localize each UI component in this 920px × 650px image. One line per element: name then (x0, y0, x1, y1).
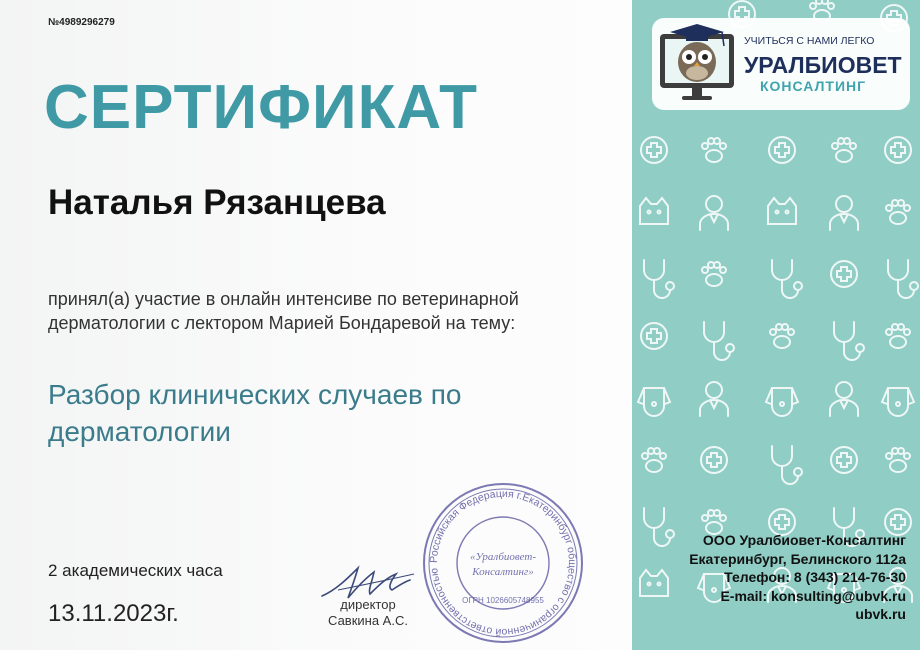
logo-tagline: УЧИТЬСЯ С НАМИ ЛЕГКО (744, 35, 875, 47)
paw-toe-icon (822, 0, 828, 4)
company-contacts (689, 531, 906, 624)
stamp-ogrn: ОГРН 1026605748955 (462, 596, 544, 605)
medical-cross-icon (641, 323, 667, 349)
stethoscope-head-icon (726, 344, 734, 352)
vet-doctor-coat-icon (700, 214, 728, 230)
paw-toe-icon (904, 453, 910, 459)
stethoscope-icon (772, 446, 798, 484)
paw-toe-icon (714, 510, 720, 516)
paw-toe-icon (702, 515, 708, 521)
logo-name-line-1: УРАЛБИОВЕТ (744, 52, 902, 78)
paw-toe-icon (702, 267, 708, 273)
cat-eye-icon (648, 211, 651, 214)
paw-toe-icon (886, 329, 892, 335)
paw-toe-icon (844, 138, 850, 144)
dog-nose-icon (652, 402, 656, 406)
paw-toe-icon (770, 329, 776, 335)
paw-toe-icon (832, 143, 838, 149)
paw-toe-icon (810, 3, 816, 9)
paw-toe-icon (886, 453, 892, 459)
company-website: ubvk.ru (855, 606, 906, 622)
medical-cross-mark-icon (775, 515, 789, 529)
vet-doctor-icon (706, 196, 722, 212)
decorative-side-panel (632, 0, 920, 650)
paw-toe-icon (660, 453, 666, 459)
cat-eye-icon (658, 583, 661, 586)
paw-toe-icon (850, 143, 856, 149)
director-name: Савкина А.С. (328, 613, 408, 628)
dog-nose-icon (896, 402, 900, 406)
stethoscope-head-icon (794, 468, 802, 476)
medical-cross-icon (831, 447, 857, 473)
medical-cross-mark-icon (837, 267, 851, 281)
vet-doctor-coat-icon (830, 400, 858, 416)
stethoscope-head-icon (666, 282, 674, 290)
vet-doctor-coat-icon (700, 400, 728, 416)
cat-eye-icon (648, 583, 651, 586)
paw-toe-icon (714, 262, 720, 268)
paw-toe-icon (654, 448, 660, 454)
paw-icon (646, 460, 662, 472)
paw-toe-icon (886, 205, 892, 211)
recipient-name: Наталья Рязанцева (48, 183, 386, 222)
company-address: Екатеринбург, Белинского 112а (689, 550, 906, 567)
medical-cross-icon (831, 261, 857, 287)
company-email: E-mail: konsulting@ubvk.ru (720, 587, 906, 604)
course-topic: Разбор клинических случаев по дерматологии (48, 379, 462, 447)
paw-toe-icon (720, 267, 726, 273)
medical-cross-icon (885, 137, 911, 163)
medical-cross-icon (641, 137, 667, 163)
medical-cross-mark-icon (891, 143, 905, 157)
paw-icon (836, 150, 852, 162)
cat-eye-icon (786, 211, 789, 214)
cat-icon (768, 198, 796, 224)
cat-icon (640, 570, 668, 596)
paw-toe-icon (904, 329, 910, 335)
medical-cross-mark-icon (775, 143, 789, 157)
academic-hours: 2 академических часа (48, 561, 223, 580)
stamp-ring-text: Российская Федерация г.Екатеринбург общество с ограниченной ответственностью (427, 487, 579, 639)
paw-toe-icon (714, 138, 720, 144)
participation-line-2: дерматологии с лектором Марией Бондаревой на тему: (48, 313, 516, 333)
company-phone: Телефон: 8 (343) 214-76-30 (724, 569, 906, 585)
paw-toe-icon (702, 143, 708, 149)
medical-cross-mark-icon (647, 329, 661, 343)
medical-cross-icon (769, 137, 795, 163)
paw-icon (706, 274, 722, 286)
stethoscope-icon (644, 508, 670, 546)
stethoscope-icon (644, 260, 670, 298)
paw-icon (706, 150, 722, 162)
stethoscope-icon (888, 260, 914, 298)
company-name: ООО Уралбиовет-Консалтинг (702, 532, 906, 548)
paw-toe-icon (782, 324, 788, 330)
participation-line-1: принял(а) участие в онлайн интенсиве по ветеринарной (48, 289, 519, 309)
uralbiovet-logo (652, 18, 910, 110)
cat-icon (640, 198, 668, 224)
stethoscope-icon (834, 322, 860, 360)
medical-cross-mark-icon (707, 453, 721, 467)
paw-toe-icon (898, 200, 904, 206)
stethoscope-icon (772, 260, 798, 298)
medical-cross-mark-icon (647, 143, 661, 157)
logo-name-line-2: КОНСАЛТИНГ (760, 78, 867, 94)
paw-toe-icon (904, 205, 910, 211)
stethoscope-head-icon (856, 344, 864, 352)
paw-toe-icon (642, 453, 648, 459)
stethoscope-head-icon (666, 530, 674, 538)
director-title: директор (340, 597, 396, 612)
stethoscope-head-icon (910, 282, 918, 290)
vet-doctor-coat-icon (830, 214, 858, 230)
paw-toe-icon (828, 3, 834, 9)
paw-icon (774, 336, 790, 348)
medical-cross-mark-icon (891, 515, 905, 529)
vet-doctor-icon (836, 382, 852, 398)
company-stamp (418, 478, 588, 648)
medical-cross-mark-icon (837, 453, 851, 467)
paw-toe-icon (898, 448, 904, 454)
stethoscope-icon (704, 322, 730, 360)
paw-toe-icon (720, 143, 726, 149)
vet-doctor-icon (836, 196, 852, 212)
paw-icon (890, 336, 906, 348)
cat-eye-icon (776, 211, 779, 214)
issue-date: 13.11.2023г. (48, 600, 179, 627)
medical-cross-icon (701, 447, 727, 473)
dog-nose-icon (780, 402, 784, 406)
stamp-center-line-1: «Уралбиовет- (469, 551, 537, 563)
cat-eye-icon (658, 211, 661, 214)
stethoscope-head-icon (794, 282, 802, 290)
paw-toe-icon (898, 324, 904, 330)
paw-icon (890, 212, 906, 224)
vet-doctor-icon (706, 382, 722, 398)
paw-icon (890, 460, 906, 472)
stamp-center-line-2: Консалтинг» (472, 566, 534, 578)
certificate-number: №4989296279 (48, 17, 115, 28)
paw-toe-icon (720, 515, 726, 521)
paw-toe-icon (788, 329, 794, 335)
participation-text (48, 287, 618, 335)
certificate-title: СЕРТИФИКАТ (44, 73, 478, 142)
director-block (313, 597, 423, 629)
